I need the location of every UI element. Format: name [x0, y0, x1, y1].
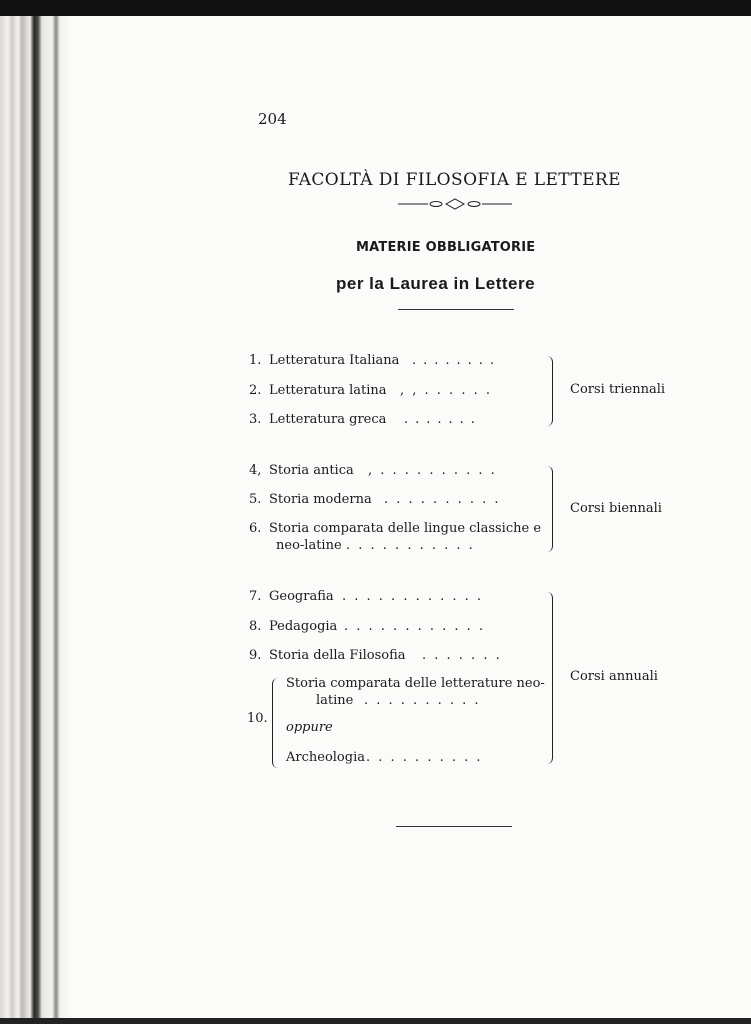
list-item-continuation: neo-latine — [276, 538, 342, 553]
dot-leader: ....... — [404, 412, 482, 427]
option-text-continuation: latine — [316, 693, 354, 708]
book-binding — [0, 0, 72, 1024]
section-subheading: per la Laurea in Lettere — [336, 274, 536, 293]
option-brace — [272, 678, 279, 768]
dot-leader: . . . . . . . . . . — [384, 492, 501, 507]
section-subtitle: MATERIE OBBLIGATORIE — [356, 240, 536, 255]
group-label: Corsi annuali — [570, 669, 658, 684]
dot-leader: . . . . . . . . . . . . — [344, 619, 486, 634]
list-item: 6. Storia comparata delle lingue classiche e — [249, 521, 542, 536]
list-item: 1. Letteratura Italiana — [249, 353, 400, 368]
group-label: Corsi biennali — [570, 501, 662, 516]
dot-leader: . . . . . . . — [422, 648, 502, 663]
list-item: 9. Storia della Filosofia — [249, 648, 406, 663]
list-item: 2. Letteratura latina — [249, 383, 387, 398]
group-label: Corsi triennali — [570, 382, 666, 397]
dot-leader: . . . . . . . . . . . . — [342, 589, 484, 604]
group-brace — [546, 466, 553, 552]
dot-leader: , , . . . . . . — [400, 383, 492, 398]
page-title: FACOLTÀ DI FILOSOFIA E LETTERE — [288, 170, 621, 190]
list-item: 8. Pedagogia — [249, 619, 338, 634]
group-brace — [546, 356, 553, 426]
option-text: Storia comparata delle letterature neo- — [286, 676, 545, 691]
ornament-divider — [398, 198, 512, 210]
list-item: 3. Letteratura greca — [249, 412, 387, 427]
group-brace — [546, 592, 553, 764]
scan-border-top — [0, 0, 751, 16]
dot-leader: . . . . . . . . . . — [366, 750, 483, 765]
or-connector: oppure — [286, 720, 333, 735]
list-item: 7. Geografia — [249, 589, 334, 604]
option-text: Archeologia — [286, 750, 365, 765]
end-divider-line — [396, 826, 512, 827]
dot-leader: ........ — [412, 353, 502, 368]
dot-leader: . . . . . . . . . . — [364, 693, 481, 708]
page-number: 204 — [258, 110, 287, 128]
list-item: 5. Storia moderna — [249, 492, 372, 507]
list-item-number: 10. — [247, 711, 268, 726]
scan-border-bottom — [0, 1018, 751, 1024]
divider-line — [398, 309, 514, 310]
dot-leader: , . . . . . . . . . . — [368, 463, 497, 478]
list-item: 4, Storia antica — [249, 463, 354, 478]
dot-leader: . . . . . . . . . . . — [346, 538, 475, 553]
